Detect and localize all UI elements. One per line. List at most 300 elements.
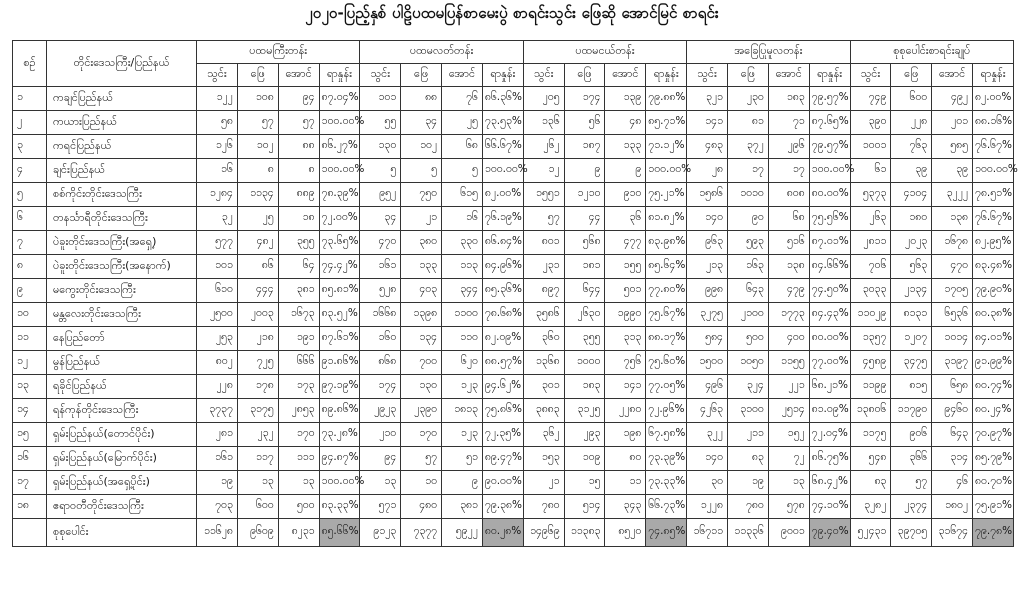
column-header-sub: ရာနှုန်း [809,64,850,87]
table-cell: ၁၀ [401,471,442,495]
table-cell: ၂၅ [442,111,483,135]
table-cell: ၂၉၂၃ [360,399,401,423]
table-cell: ၃၀၁ [523,375,564,399]
table-cell: ၇၁ [768,111,809,135]
column-header-sub: ဖြေ [237,64,278,87]
row-number: ၂ [13,111,47,135]
table-cell: ၈၈ [401,87,442,111]
table-cell: ၁၃၆၈ [523,351,564,375]
results-table [12,40,1018,547]
table-cell: ၁၀၀.၀၀% [319,111,360,135]
table-cell: ၁၁၇၉၀ [891,399,932,423]
table-row [13,471,1014,495]
row-number: ၁၄ [13,399,47,423]
table-cell: ၅၃၇၃ [850,183,891,207]
table-cell: ၄၈၃ [687,135,728,159]
table-cell: ၃၂၁ [687,87,728,111]
table-cell: ၇၀၆ [850,255,891,279]
table-cell: ၈၅.၃၆% [482,279,523,303]
total-cell: ၁၄၉၆၉ [523,519,564,547]
table-cell: ၂၅ [237,207,278,231]
column-header-sub: ရာနှုန်း [973,64,1014,87]
table-cell: ၆၆.၆၇% [482,135,523,159]
table-cell: ၁၂၂၈ [687,495,728,519]
table-cell: ၃၀၃၃ [850,279,891,303]
table-cell: ၉၆၃ [687,231,728,255]
table-cell: ၈၂.၀၀% [482,183,523,207]
table-cell: ၈၀.၀၀% [809,183,850,207]
table-cell: ၁၈၃ [564,375,605,399]
table-cell: ၃၂၈၂ [850,495,891,519]
table-cell: ၅၇ [278,111,319,135]
table-cell: ၂၁၈ [237,327,278,351]
table-cell: ၃၃၀ [442,231,483,255]
table-cell: ၃၅၅ [278,231,319,255]
column-header-sub: ဖြေ [727,64,768,87]
table-cell: ၇၈.၆၈% [482,303,523,327]
table-cell: ၃၉ [891,159,932,183]
table-cell: ၁၃၃ [401,255,442,279]
table-cell: ၁၆ [197,159,238,183]
total-cell: ၉၀၀၁ [768,519,809,547]
table-cell: ၁၅၃ [523,447,564,471]
table-cell: ၁၃၈ [768,255,809,279]
row-number: ၁၀ [13,303,47,327]
table-body [13,87,1018,547]
table-cell: ၈၆ [237,255,278,279]
region-name: ကယားပြည်နယ် [47,111,197,135]
table-cell: ၂၀၂၃ [891,231,932,255]
table-cell: ၇၃.၂၈% [319,423,360,447]
table-cell: ၁၆၆၈ [360,303,401,327]
column-header-sub: ရာနှုန်း [319,64,360,87]
table-cell: ၁၃၀ [360,135,401,159]
table-row [13,279,1014,303]
table-cell: ၈ [237,159,278,183]
row-number: ၈ [13,255,47,279]
table-cell: ၇၅၀ [401,183,442,207]
table-cell: ၆၁၅ [442,183,483,207]
table-cell: ၇၉.၅၇% [809,87,850,111]
table-cell: ၆၈.၂၁% [809,375,850,399]
total-cell: ၁၁၃၃၆ [727,519,768,547]
table-cell: ၆၆၆ [278,351,319,375]
table-cell: ၁၈၁ [564,255,605,279]
table-cell: ၁၅၅၁ [523,183,564,207]
table-cell: ၁၉၁ [278,327,319,351]
table-cell: ၁၆၀ [360,327,401,351]
column-header-sub: သွင်း [197,64,238,87]
table-cell: ၉၉၈ [687,279,728,303]
table-cell: ၄၈ [605,111,646,135]
table-cell: ၇၂၅ [237,351,278,375]
row-number: ၉ [13,279,47,303]
column-header-sub: သွင်း [687,64,728,87]
table-cell: ၈၄.၀၁% [973,327,1014,351]
table-cell: ၃၂၄ [727,375,768,399]
table-cell: ၇၉.၈၈% [646,87,687,111]
table-cell: ၅၀၁ [605,279,646,303]
table-row [13,303,1014,327]
row-number: ၁၈ [13,495,47,519]
table-cell: ၄၆ [932,471,973,495]
table-cell: ၇၆ [442,87,483,111]
table-cell: ၁၇၃ [278,375,319,399]
table-cell: ၁၂၃ [442,375,483,399]
row-number: ၅ [13,183,47,207]
table-cell: ၈၆.၇၅% [809,447,850,471]
table-cell: ၈၀၁ [523,231,564,255]
table-cell: ၉၁၀ [605,183,646,207]
table-cell: ၁၁၅၅ [768,351,809,375]
table-cell: ၄၉၆ [687,375,728,399]
table-cell: ၂၀၁ [932,111,973,135]
total-cell: ၁၆၇၁၁ [687,519,728,547]
region-name: ရှမ်းပြည်နယ်(တောင်ပိုင်း) [47,423,197,447]
table-cell: ၁၁ [605,471,646,495]
table-cell: ၇၁.၁၂% [646,135,687,159]
table-cell: ၇၄.၄၂% [319,255,360,279]
table-cell: ၁၀၀.၀၀% [809,159,850,183]
region-name: ပဲခူးတိုင်းဒေသကြီး(အရှေ့) [47,231,197,255]
table-cell: ၈၄.၉၆% [482,255,523,279]
table-cell: ၇၅.၉၁% [973,495,1014,519]
table-cell: ၁၃၃ [605,135,646,159]
table-cell: ၃၈၁ [442,495,483,519]
table-cell: ၆၈ [442,135,483,159]
row-number: ၄ [13,159,47,183]
table-cell: ၃၅၅ [564,327,605,351]
table-cell: ၁၄၀ [687,207,728,231]
table-cell: ၅၇၁ [360,495,401,519]
table-cell: ၄၁၀၄ [891,183,932,207]
table-cell: ၃၁၂၅ [564,399,605,423]
table-cell: ၆၅၃၆ [932,303,973,327]
table-cell: ၅၀၀ [727,327,768,351]
table-cell: ၇၅.၂၁% [646,183,687,207]
table-cell: ၃၄၃ [605,495,646,519]
total-cell: ၁၁၆၂၈ [197,519,238,547]
table-cell: ၇၉.၃၈% [482,495,523,519]
table-cell: ၈ [278,159,319,183]
table-cell: ၈၁၅ [891,375,932,399]
table-cell: ၇၈.၃၉% [319,183,360,207]
header-row-groups [13,41,1014,64]
table-cell: ၈၀.၇၀% [973,471,1014,495]
table-cell: ၇၃.၃၉% [646,447,687,471]
column-header-sub: ဖြေ [891,64,932,87]
table-cell: ၈၀.၀၀% [809,327,850,351]
table-cell: ၃၄၇၅ [891,351,932,375]
region-name: ကချင်ပြည်နယ် [47,87,197,111]
table-cell: ၄၈၀ [401,495,442,519]
column-header-sub: ဖြေ [401,64,442,87]
table-cell: ၁၇၄ [360,375,401,399]
table-cell: ၅၁ [442,447,483,471]
table-cell: ၉၇.၁၉% [319,375,360,399]
total-cell: ၉၁၂၃ [360,519,401,547]
table-cell: ၁၅၅ [605,255,646,279]
table-cell: ၁၃၉၈ [401,303,442,327]
table-cell: ၁၀၅၀ [727,351,768,375]
table-cell: ၁၀၀.၀၀% [646,159,687,183]
total-row [13,519,1014,547]
table-cell: ၂၃၁ [523,255,564,279]
table-cell: ၁၀၂ [401,135,442,159]
table-cell: ၅၆ [564,111,605,135]
table-cell: ၃၁၄ [932,447,973,471]
table-cell: ၈၂.၀၀% [973,87,1014,111]
table-row [13,87,1014,111]
table-cell: ၃၀ [687,471,728,495]
table-cell: ၄၇၀ [360,231,401,255]
table-cell: ၈၁ [727,111,768,135]
row-number: ၇ [13,231,47,255]
table-cell: ၁၂ [523,159,564,183]
table-cell: ၂၃၀ [727,87,768,111]
group-header: အခြေပြုမူလတန်း [687,41,850,64]
table-cell: ၃၂ [197,207,238,231]
table-cell: ၈၀၂ [197,351,238,375]
table-cell: ၁၈၇ [564,135,605,159]
table-row [13,255,1014,279]
table-cell: ၁၈၁၃ [442,399,483,423]
table-cell: ၅၄၈ [850,447,891,471]
table-cell: ၇၄.၁၀% [809,495,850,519]
table-cell: ၁၃၅၇ [850,327,891,351]
table-cell: ၈၃.၉၈% [646,231,687,255]
table-cell: ၃၉ [932,159,973,183]
column-header-sub: အောင် [768,64,809,87]
table-cell: ၇၄.၅၀% [809,279,850,303]
table-cell: ၂၁၃၄ [891,279,932,303]
table-cell: ၈၂.၀၉% [482,327,523,351]
table-cell: ၃၄ [360,207,401,231]
total-label: စုစုပေါင်း [47,519,197,547]
table-cell: ၅၇ [891,471,932,495]
table-cell: ၁၇ [768,159,809,183]
table-cell: ၉ [564,159,605,183]
table-cell: ၈၇.၀၄% [319,87,360,111]
table-cell: ၃၈၈၃ [523,399,564,423]
table-cell: ၁၇၀ [401,423,442,447]
region-name: နေပြည်တော် [47,327,197,351]
table-cell: ၄၇၇ [605,231,646,255]
column-header-sub: သွင်း [523,64,564,87]
table-cell: ၆၅၈ [932,375,973,399]
table-cell: ၈၀.၇၄% [973,375,1014,399]
table-cell: ၅၈၅ [932,135,973,159]
table-cell: ၆၄ [278,255,319,279]
table-cell: ၁၂၂ [197,87,238,111]
table-cell: ၁၀၂ [237,135,278,159]
table-cell: ၇၇.၈၀% [646,279,687,303]
table-cell: ၂၈၁ [197,423,238,447]
region-name: ရှမ်းပြည်နယ်(အရှေ့ပိုင်း) [47,471,197,495]
table-cell: ၅၇ [523,207,564,231]
table-cell: ၂၃၇၄ [891,495,932,519]
region-name: ဧရာဝတီတိုင်းဒေသကြီး [47,495,197,519]
table-cell: ၁၀၀.၀၀% [973,159,1014,183]
table-cell: ၆၁ [850,159,891,183]
table-cell: ၁၃၈ [932,207,973,231]
row-number: ၆ [13,207,47,231]
group-header: ပထမလတ်တန်း [360,41,523,64]
table-cell: ၁၂၁၀ [564,183,605,207]
row-number: ၁၂ [13,351,47,375]
total-cell: ၈၅.၆၆% [319,519,360,547]
column-header-sub: ဖြေ [564,64,605,87]
region-name: ရခိုင်ပြည်နယ် [47,375,197,399]
table-cell: ၂၀၀၃ [237,303,278,327]
column-header-region: တိုင်းဒေသကြီး/ပြည်နယ် [47,41,197,87]
table-cell: ၃၂၇၅ [687,303,728,327]
total-blank-cell [13,519,47,547]
region-name: ချင်းပြည်နယ် [47,159,197,183]
table-cell: ၁၀၀၀ [564,351,605,375]
table-cell: ၁၁၀၂၉ [850,303,891,327]
row-number: ၃ [13,135,47,159]
table-cell: ၁၃ [768,471,809,495]
table-cell: ၁၃ [278,471,319,495]
table-cell: ၇၆.၆၇% [973,135,1014,159]
total-cell: ၇၄.၈၅% [646,519,687,547]
table-cell: ၃၇၂ [727,135,768,159]
row-number: ၁၃ [13,375,47,399]
table-cell: ၂၂၈ [197,375,238,399]
table-cell: ၈၈၉ [278,183,319,207]
table-cell: ၁၀၁ [197,255,238,279]
row-number: ၁ [13,87,47,111]
table-cell: ၁၈၃ [768,87,809,111]
table-cell: ၁၂၀၇ [891,327,932,351]
table-cell: ၁၇၇၃ [768,303,809,327]
table-cell: ၁၃၆ [523,111,564,135]
table-cell: ၁၆၇၃ [278,303,319,327]
table-cell: ၆၁၀ [197,279,238,303]
table-cell: ၉၅၂ [360,183,401,207]
column-header-sub: ရာနှုန်း [646,64,687,87]
table-cell: ၈၃.၃၃% [319,495,360,519]
table-cell: ၇၃.၃၃% [646,471,687,495]
table-cell: ၈၀.၃၈% [973,303,1014,327]
column-header-sub: အောင် [932,64,973,87]
table-cell: ၁၃ [237,471,278,495]
table-cell: ၈၆.၃၆% [482,87,523,111]
total-cell: ၈၀.၂၈% [482,519,523,547]
table-cell: ၃၅၈၆ [523,303,564,327]
table-cell: ၁၅ [564,471,605,495]
region-name: မန္တလေးတိုင်းဒေသကြီး [47,303,197,327]
table-cell: ၄၈၂ [237,231,278,255]
table-cell: ၈၀၈ [768,183,809,207]
table-row [13,183,1014,207]
table-cell: ၈၀ [605,447,646,471]
region-name: မွန်ပြည်နယ် [47,351,197,375]
table-cell: ၁၀၁၄ [932,327,973,351]
total-cell: ၃၉၇၀၅ [891,519,932,547]
row-number: ၁၇ [13,471,47,495]
table-cell: ၈၉.၄၇% [482,447,523,471]
table-cell: ၂၁ [401,207,442,231]
table-cell: ၇၆၃ [891,135,932,159]
table-cell: ၄၂၆၃ [687,399,728,423]
group-header: ပထမငယ်တန်း [523,41,686,64]
table-cell: ၅၈၄ [687,327,728,351]
column-header-no: စဉ် [13,41,47,87]
table-cell: ၉၁.၈၆% [319,351,360,375]
table-cell: ၃၁၀၀ [727,399,768,423]
table-row [13,447,1014,471]
table-cell: ၈၉.၈၆% [319,399,360,423]
table-cell: ၁၀၀၁ [850,135,891,159]
total-cell: ၁၁၃၈၃ [564,519,605,547]
table-cell: ၈၆.၂၇% [319,135,360,159]
table-cell: ၁၇ [727,159,768,183]
table-cell: ၁၁၀ [442,327,483,351]
total-cell: ၈၅၂၀ [605,519,646,547]
table-cell: ၁၁၀၀ [442,303,483,327]
table-cell: ၃၈၀ [401,231,442,255]
table-cell: ၁၁၇၅ [850,423,891,447]
table-cell: ၈၄.၆၆% [809,255,850,279]
table-cell: ၁၃၉ [605,87,646,111]
table-cell: ၉ [442,471,483,495]
region-name: တနင်္သာရီတိုင်းဒေသကြီး [47,207,197,231]
table-cell: ၁၇၀ [278,423,319,447]
total-cell: ၅၂၄၃၁ [850,519,891,547]
table-cell: ၅ [360,159,401,183]
table-cell: ၃၂၂ [687,423,728,447]
table-row [13,495,1014,519]
table-cell: ၁၅၂ [768,423,809,447]
table-cell: ၆၄၄ [564,279,605,303]
table-cell: ၁၇၄ [564,87,605,111]
table-cell: ၈၃.၄၈% [973,255,1014,279]
table-cell: ၇၃.၆၅% [319,231,360,255]
table-cell: ၁၀၀.၀၀% [482,159,523,183]
table-cell: ၅၇၇ [197,231,238,255]
table-cell: ၂၂၈၀ [605,399,646,423]
table-cell: ၈၆၈ [360,351,401,375]
table-cell: ၁၇၈ [237,375,278,399]
table-cell: ၄၀၃ [401,279,442,303]
table-cell: ၅၇ [237,111,278,135]
column-header-sub: သွင်း [360,64,401,87]
table-cell: ၈၄.၄၃% [809,303,850,327]
table-cell: ၁၆၁ [360,255,401,279]
table-cell: ၉ [605,159,646,183]
table-cell: ၃၈၁ [278,279,319,303]
table-cell: ၁၀၀.၀၀% [319,159,360,183]
table-cell: ၃၆၆ [891,447,932,471]
table-cell: ၃၉၀ [850,111,891,135]
table-cell: ၃၁၃ [605,327,646,351]
table-cell: ၇၆.၆၇% [973,207,1014,231]
table-cell: ၁၆၁ [197,447,238,471]
table-cell: ၅၇ [401,447,442,471]
table-cell: ၇၈၀ [523,495,564,519]
table-cell: ၄၅၈၉ [850,351,891,375]
document-title: ၂၀၂၀-ပြည့်နှစ် ပါဠိပထမပြန်စာမေးပွဲ စာရင်းသွင်း ဖြေဆို အောင်မြင် စာရင်း [305,4,719,22]
table-cell: ၇၀၃ [197,495,238,519]
table-row [13,159,1014,183]
table-cell: ၂၀၅ [523,87,564,111]
row-number: ၁၅ [13,423,47,447]
total-cell: ၅၉၂၂ [442,519,483,547]
table-cell: ၁၁၃ [442,255,483,279]
table-cell: ၁၀၉ [564,447,605,471]
